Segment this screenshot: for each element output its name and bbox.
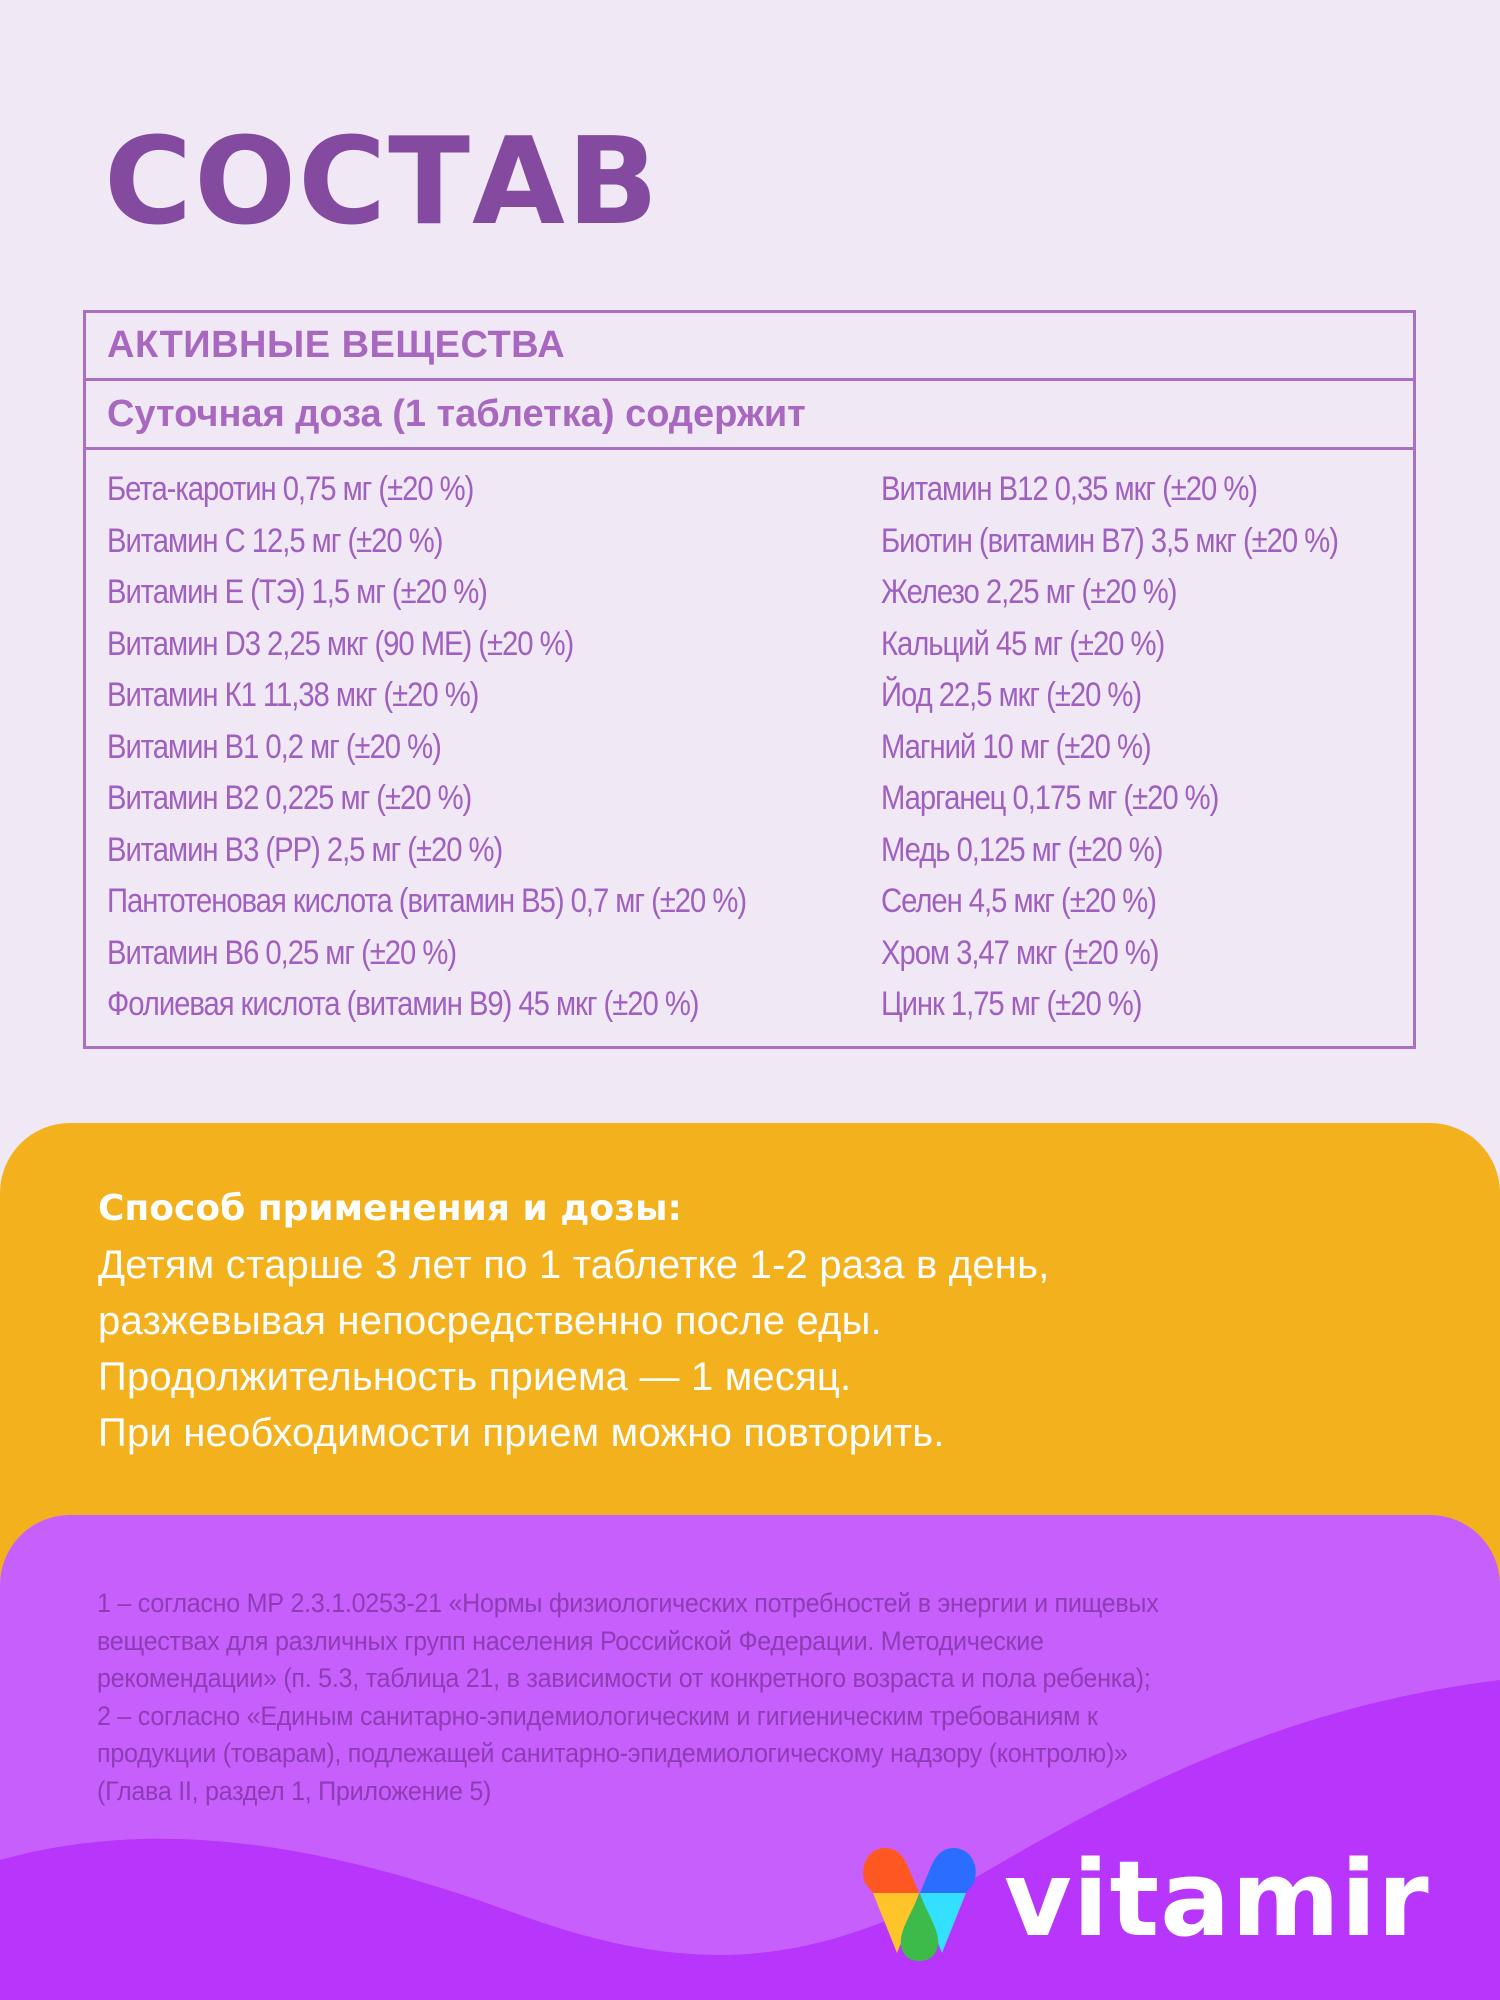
- brand-name: vitamir: [1004, 1838, 1430, 1960]
- ingredient-item: Железо 2,25 мг (±20 %): [881, 573, 1177, 611]
- usage-line: Детям старше 3 лет по 1 таблетке 1-2 раза в день,: [98, 1243, 1050, 1287]
- ingredient-item: Витамин К1 11,38 мкг (±20 %): [107, 676, 479, 714]
- usage-instructions: [98, 1237, 1049, 1461]
- usage-title: Способ применения и дозы:: [98, 1188, 682, 1229]
- footnote-line: 2 – согласно «Единым санитарно-эпидемиологическим и гигиеническим требованиям к: [97, 1700, 1098, 1731]
- ingredient-item: Цинк 1,75 мг (±20 %): [881, 985, 1142, 1023]
- composition-table: [83, 310, 1416, 1049]
- ingredient-item: Биотин (витамин В7) 3,5 мкг (±20 %): [881, 521, 1338, 560]
- ingredient-item: Витамин Е (ТЭ) 1,5 мг (±20 %): [107, 573, 487, 611]
- ingredient-item: Кальций 45 мг (±20 %): [881, 624, 1165, 663]
- page-title: СОСТАВ: [104, 113, 661, 252]
- footnote-line: (Глава II, раздел 1, Приложение 5): [97, 1775, 492, 1806]
- footnote-line: 1 – согласно МР 2.3.1.0253-21 «Нормы физиологических потребностей в энергии и пищевых: [97, 1588, 1159, 1618]
- ingredient-item: Марганец 0,175 мг (±20 %): [881, 779, 1219, 817]
- footnote-line: рекомендации» (п. 5.3, таблица 21, в зависимости от конкретного возраста и пола ребенка);: [97, 1663, 1151, 1693]
- ingredient-item: Витамин В1 0,2 мг (±20 %): [107, 727, 441, 766]
- ingredient-item: Витамин В12 0,35 мкг (±20 %): [881, 470, 1258, 508]
- usage-line: разжевывая непосредственно после еды.: [98, 1299, 882, 1343]
- v-logo-icon: [857, 1843, 982, 1963]
- ingredient-item: Бета-каротин 0,75 мг (±20 %): [107, 470, 474, 508]
- footnote-line: веществах для различных групп населения Российской Федерации. Методические: [97, 1625, 1044, 1656]
- ingredient-item: Витамин С 12,5 мг (±20 %): [107, 521, 443, 560]
- usage-line: Продолжительность приема — 1 месяц.: [98, 1355, 852, 1399]
- ingredient-item: Магний 10 мг (±20 %): [881, 727, 1151, 766]
- footnote-line: продукции (товарам), подлежащей санитарно-эпидемиологическому надзору (контролю)»: [97, 1738, 1128, 1768]
- ingredient-item: Хром 3,47 мкг (±20 %): [881, 933, 1159, 972]
- ingredient-item: Витамин В3 (РР) 2,5 мг (±20 %): [107, 830, 503, 869]
- ingredient-item: Пантотеновая кислота (витамин В5) 0,7 мг (±20 %): [107, 882, 747, 920]
- usage-line: При необходимости прием можно повторить.: [98, 1411, 945, 1455]
- ingredient-item: Фолиевая кислота (витамин В9) 45 мкг (±20 %): [107, 985, 699, 1023]
- ingredient-item: Селен 4,5 мкг (±20 %): [881, 882, 1156, 920]
- footnote-list: [97, 1585, 1238, 1810]
- ingredient-item: Витамин В6 0,25 мг (±20 %): [107, 933, 457, 972]
- composition-right-column: [881, 464, 1412, 1031]
- brand-logo: [857, 1838, 1430, 1963]
- composition-left-column: [107, 464, 850, 1031]
- ingredient-item: Йод 22,5 мкг (±20 %): [881, 676, 1142, 714]
- composition-header: АКТИВНЫЕ ВЕЩЕСТВА: [86, 313, 1413, 381]
- ingredient-item: Медь 0,125 мг (±20 %): [881, 830, 1163, 869]
- usage-section: [0, 1123, 1500, 1583]
- composition-body: [86, 450, 1413, 1043]
- ingredient-item: Витамин D3 2,25 мкг (90 МЕ) (±20 %): [107, 624, 574, 663]
- ingredient-item: Витамин В2 0,225 мг (±20 %): [107, 779, 472, 817]
- composition-subheader: Суточная доза (1 таблетка) содержит: [86, 381, 1413, 450]
